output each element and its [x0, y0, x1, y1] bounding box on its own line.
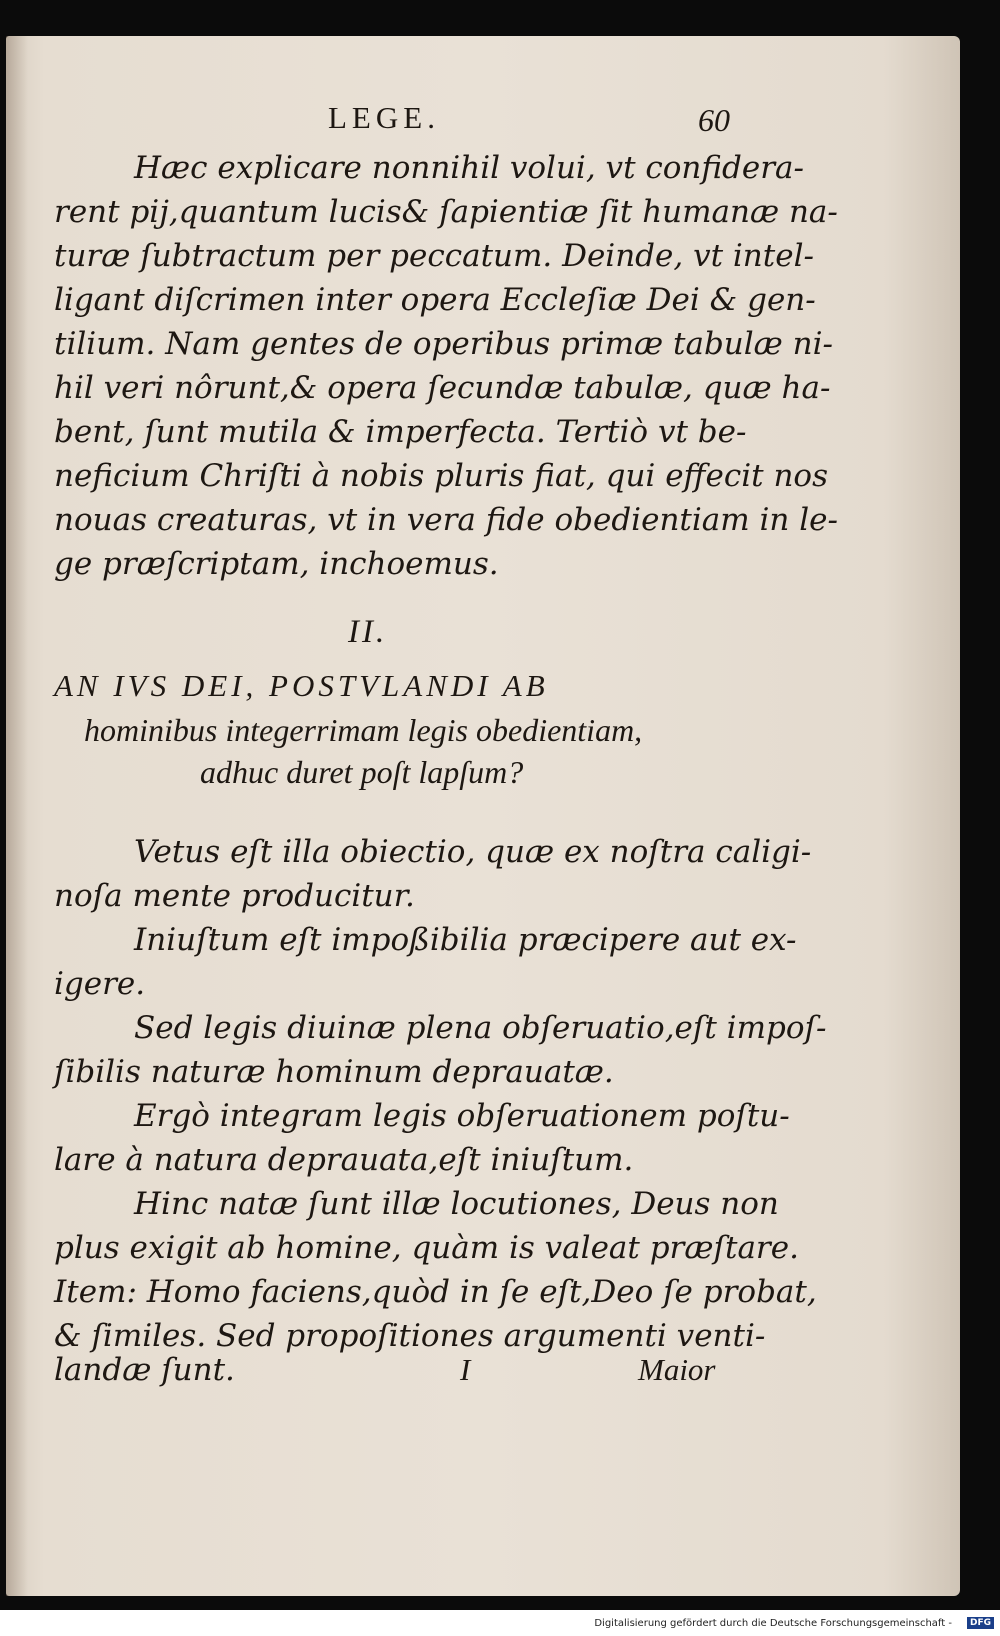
section-number: II. [348, 614, 388, 650]
body-line: plus exigit ab homine, quàm is valeat præſtare. [54, 1230, 799, 1266]
paragraph1-line: bent, ſunt mutila & imperfecta. Tertiò vt be- [54, 414, 747, 450]
body-line: lare à natura deprauata,eſt iniuſtum. [54, 1142, 634, 1178]
body-line: Iniuſtum eſt impoßibilia præcipere aut ex- [134, 922, 797, 958]
dfg-logo: DFG [967, 1617, 994, 1629]
body-line: igere. [54, 966, 146, 1002]
section-question-line: hominibus integerrimam legis obedientiam, [84, 712, 643, 748]
body-line: ſibilis naturæ hominum deprauatæ. [54, 1054, 614, 1090]
paragraph1-line: rent pij,quantum lucis& ſapientiæ ſit humanæ na- [54, 194, 838, 230]
paragraph1-line: ge præſcriptam, inchoemus. [54, 546, 499, 582]
body-line: Ergò integram legis obſeruationem poſtu- [134, 1098, 790, 1134]
paragraph1-line: ligant diſcrimen inter opera Eccleſiæ Dei & gen- [54, 282, 816, 318]
paragraph1-line: neficium Chriſti à nobis pluris fiat, qui effecit nos [54, 458, 828, 494]
paragraph1-line: turæ ſubtractum per peccatum. Deinde, vt intel- [54, 238, 814, 274]
running-head: LEGE. [328, 100, 440, 135]
body-line: Hinc natæ ſunt illæ locutiones, Deus non [134, 1186, 779, 1222]
page-number: 60 [698, 102, 730, 138]
body-line: Sed legis diuinæ plena obſeruatio,eſt impoſ- [134, 1010, 827, 1046]
section-question-line: adhuc duret poſt lapſum? [200, 754, 524, 790]
body-line: landæ ſunt. [54, 1352, 235, 1388]
catchword: Maior [638, 1352, 716, 1387]
digitization-credit: Digitalisierung gefördert durch die Deutsche Forschungsgemeinschaft - [594, 1618, 952, 1629]
signature-mark: I [460, 1352, 471, 1387]
paragraph1-line: nouas creaturas, vt in vera fide obedientiam in le- [54, 502, 838, 538]
book-page [6, 36, 960, 1596]
spine-shadow [6, 36, 28, 1596]
body-line: & ſimiles. Sed propoſitiones argumenti venti- [54, 1318, 766, 1354]
body-line: Item: Homo faciens,quòd in ſe eſt,Deo ſe probat, [54, 1274, 817, 1310]
paragraph1-line: Hæc explicare nonnihil volui, vt confidera- [134, 150, 805, 186]
section-question-caps: AN IVS DEI, POSTVLANDI AB [54, 668, 549, 703]
body-line: noſa mente producitur. [54, 878, 415, 914]
body-line: Vetus eſt illa obiectio, quæ ex noſtra caligi- [134, 834, 812, 870]
paragraph1-line: hil veri nôrunt,& opera ſecundæ tabulæ, quæ ha- [54, 370, 831, 406]
paragraph1-line: tilium. Nam gentes de operibus primæ tabulæ ni- [54, 326, 834, 362]
